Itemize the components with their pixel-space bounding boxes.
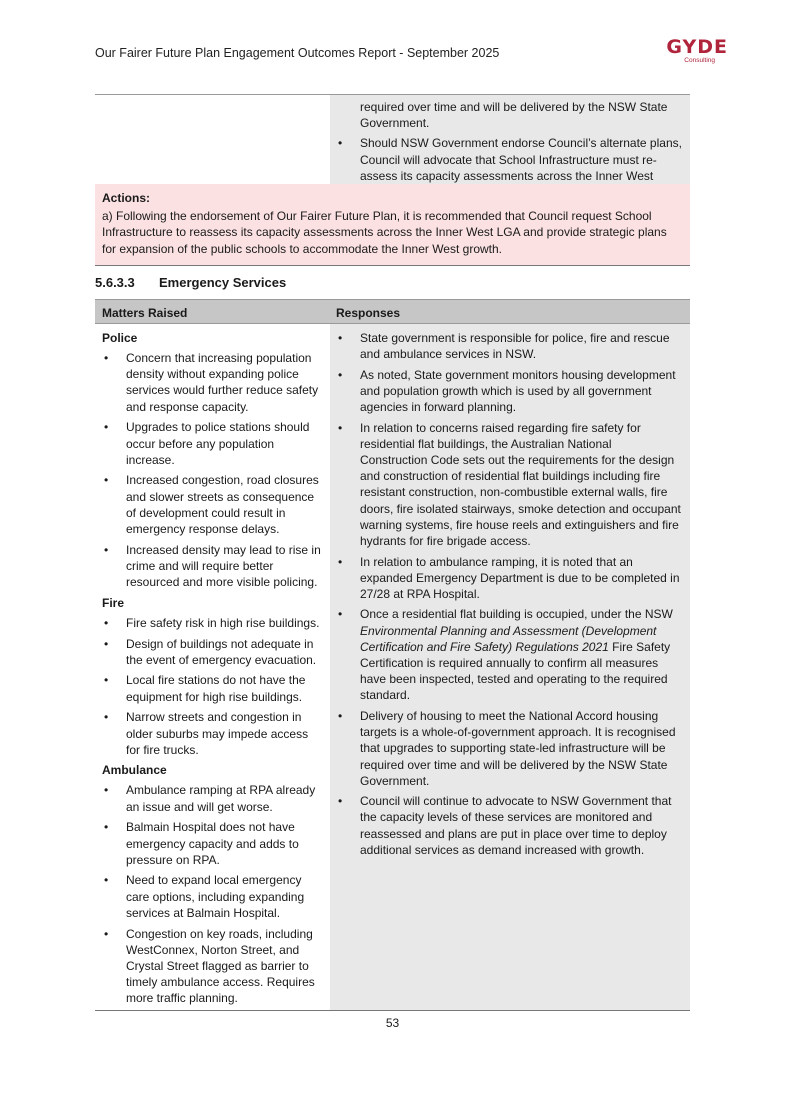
list-item: • As noted, State government monitors housing development and population growth which is used by all government agencies in forward planning.	[360, 367, 682, 416]
list-item: • State government is responsible for police, fire and rescue and ambulance services in NSW.	[360, 330, 682, 362]
actions-text: a) Following the endorsement of Our Fairer Future Plan, it is recommended that Council request School Infrastructure to reassess its capacity assessments across the Inner West LGA and provide strategic plans for expansion of the public schools to accommodate the Inner West growth.	[102, 209, 667, 256]
list-item: • Local fire stations do not have the equipment for high rise buildings.	[126, 672, 322, 704]
continued-table	[95, 94, 690, 185]
list-item: • Increased density may lead to rise in crime and will require better resourced and more visible policing.	[126, 542, 322, 591]
list-item: • Delivery of housing to meet the National Accord housing targets is a whole-of-government approach. It is recognised that upgrades to supporting state-led infrastructure will be required over time and will be delivered by the NSW State Government.	[360, 708, 682, 789]
matters-raised-column	[95, 324, 330, 1010]
responses-column	[330, 324, 690, 1010]
police-list	[126, 350, 322, 590]
list-item: • Need to expand local emergency care options, including expanding services at Balmain Hospital.	[126, 872, 322, 921]
list-item: • Narrow streets and congestion in older suburbs may impede access for fire trucks.	[126, 709, 322, 758]
logo-subtitle: Consulting	[684, 57, 715, 64]
table-bottom-rule	[95, 1010, 690, 1011]
group-title-ambulance: Ambulance	[102, 763, 167, 778]
list-item: • Should NSW Government endorse Council’s alternate plans, Council will advocate that School Infrastructure must re-assess its capacity assessments across the Inner West	[360, 135, 682, 200]
list-item	[360, 606, 682, 703]
matters-raised-header: Matters Raised	[102, 306, 188, 320]
actions-title: Actions:	[102, 191, 150, 205]
responses-header: Responses	[336, 306, 401, 320]
regulation-title: Environmental Planning and Assessment (Development Certification and Fire Safety) Regulations 2021	[360, 623, 657, 654]
list-item: • Council will continue to advocate to NSW Government that the capacity levels of these services are monitored and reassessed and plans are put in place over time to deploy additional services as demand increased with growth.	[360, 793, 682, 858]
list-item: required over time and will be delivered by the NSW State Government.	[360, 100, 668, 131]
list-item: • Concern that increasing population density without expanding police services would further reduce safety and response capacity.	[126, 350, 322, 415]
logo-wordmark: GYDE	[666, 36, 728, 58]
section-title: Emergency Services	[159, 275, 287, 290]
table-header	[95, 299, 690, 324]
list-item: • Increased congestion, road closures and slower streets as consequence of development could result in emergency response delays.	[126, 472, 322, 537]
report-header-title: Our Fairer Future Plan Engagement Outcomes Report - September 2025	[95, 46, 500, 60]
page-number: 53	[385, 1016, 400, 1030]
list-item: • Congestion on key roads, including WestConnex, Norton Street, and Crystal Street flagged as barrier to timely ambulance access. Requires more traffic planning.	[126, 926, 322, 1007]
list-item: • Balmain Hospital does not have emergency capacity and adds to pressure on RPA.	[126, 819, 322, 868]
fire-list	[126, 615, 322, 758]
section-heading	[95, 275, 286, 290]
section-number: 5.6.3.3	[95, 275, 135, 290]
actions-box	[95, 184, 690, 266]
responses-list	[360, 330, 682, 858]
continued-matters-cell	[95, 95, 330, 185]
list-item: • Design of buildings not adequate in the event of emergency evacuation.	[126, 636, 322, 668]
list-item: • Fire safety risk in high rise buildings.	[126, 615, 322, 631]
list-item: • Upgrades to police stations should occur before any population increase.	[126, 419, 322, 468]
group-title-police: Police	[102, 331, 138, 345]
list-item: • In relation to concerns raised regarding fire safety for residential flat buildings, the Australian National Construction Code sets out the requirements for the design and construction of residential flat buildings including fire resistant construction, non-combustible external walls, fire doors, fire isolated stairways, smoke detection and occupant warning systems, fire house reels and extinguishers and fire hydrants for fire brigade access.	[360, 420, 682, 550]
response-text: Once a residential flat building is occupied, under the NSW	[360, 607, 673, 622]
response-text: Fire Safety Certification is required annually to confirm all measures have been inspected, tested and operating to the required standard.	[360, 639, 671, 703]
group-title-fire: Fire	[102, 595, 125, 610]
ambulance-list	[126, 782, 322, 1006]
list-item: • Ambulance ramping at RPA already an issue and will get worse.	[126, 782, 322, 814]
list-item: • In relation to ambulance ramping, it is noted that an expanded Emergency Department is due to be completed in 27/28 at RPA Hospital.	[360, 554, 682, 603]
gyde-logo	[636, 38, 728, 68]
